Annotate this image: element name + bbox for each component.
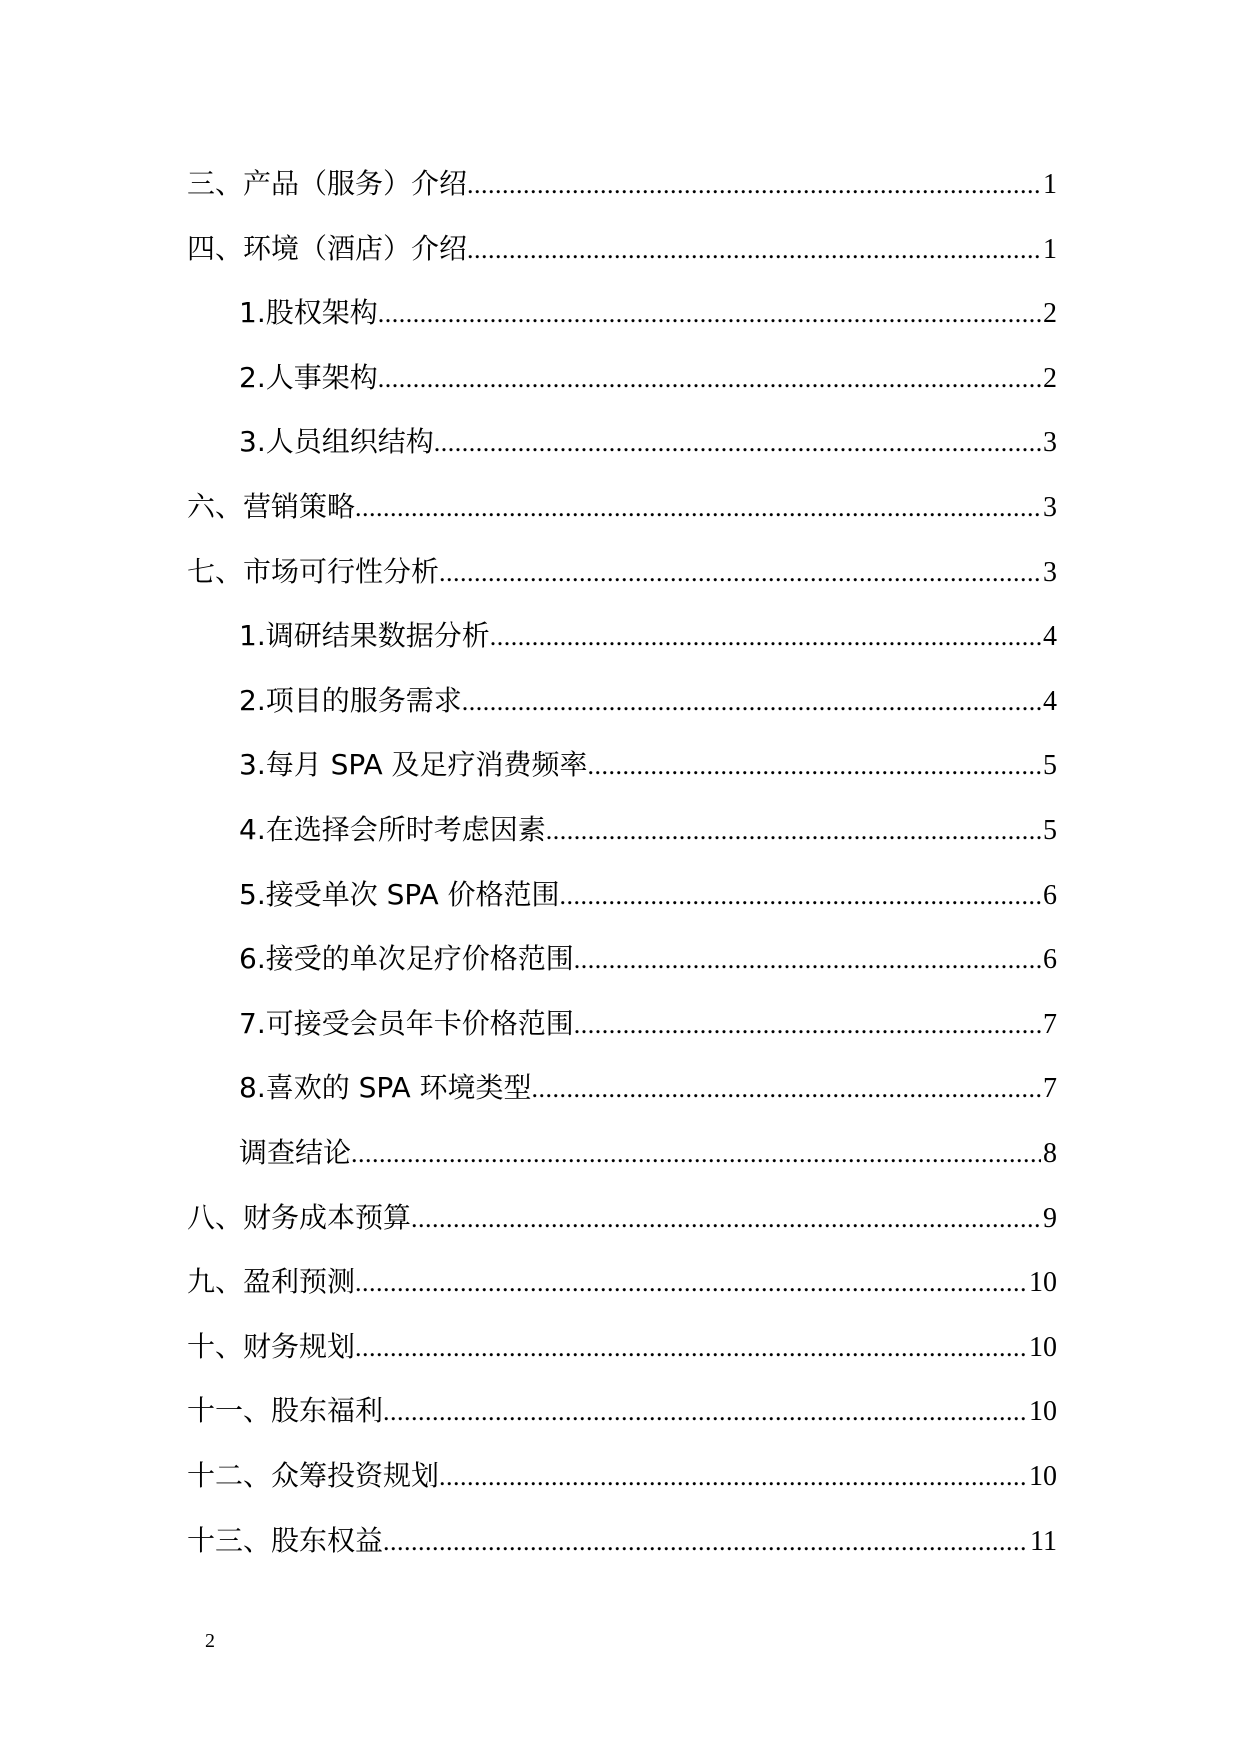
toc-entry-title: 3.人员组织结构 — [239, 425, 434, 459]
toc-dot-leader — [355, 1268, 1027, 1298]
toc-entry-page: 10 — [1029, 1267, 1057, 1299]
toc-entry[interactable] — [239, 356, 1057, 396]
toc-entry[interactable] — [239, 1002, 1057, 1042]
toc-entry-page: 11 — [1030, 1525, 1057, 1557]
toc-dot-leader — [560, 881, 1041, 911]
toc-entry[interactable] — [239, 291, 1057, 331]
toc-entry-page: 5 — [1043, 815, 1057, 846]
toc-entry-page: 2 — [1043, 362, 1057, 394]
toc-dot-leader — [378, 364, 1041, 394]
toc-entry-page: 6 — [1043, 879, 1057, 911]
toc-entry[interactable] — [187, 1196, 1057, 1236]
toc-entry-page: 4 — [1043, 685, 1057, 717]
toc-entry-title: 九、盈利预测 — [187, 1265, 356, 1299]
toc-entry[interactable] — [187, 1260, 1057, 1300]
toc-dot-leader — [351, 1139, 1041, 1169]
toc-entry-title: 4.在选择会所时考虑因素 — [239, 813, 546, 846]
toc-entry-page: 3 — [1043, 556, 1057, 588]
toc-dot-leader — [378, 299, 1041, 329]
toc-entry-page: 2 — [1043, 298, 1057, 330]
toc-entry-page: 4 — [1043, 621, 1057, 653]
toc-entry-title: 6.接受的单次足疗价格范围 — [239, 942, 574, 976]
toc-entry-title: 2.人事架构 — [239, 360, 378, 394]
toc-entry-title: 3.每月 SPA 及足疗消费频率 — [239, 748, 588, 782]
toc-entry-page: 9 — [1043, 1202, 1057, 1234]
toc-entry-page: 6 — [1043, 944, 1057, 976]
toc-entry-title: 七、市场可行性分析 — [187, 554, 440, 588]
toc-dot-leader — [532, 1074, 1041, 1104]
toc-dot-leader — [467, 235, 1041, 265]
toc-entry-page: 7 — [1043, 1008, 1057, 1040]
toc-entry[interactable] — [187, 1325, 1057, 1365]
toc-dot-leader — [467, 170, 1041, 200]
toc-entry[interactable] — [239, 679, 1057, 719]
toc-entry-title: 7.可接受会员年卡价格范围 — [239, 1006, 574, 1040]
toc-entry-title: 调查结论 — [239, 1136, 352, 1169]
toc-entry-page: 10 — [1029, 1331, 1057, 1363]
toc-entry-page: 1 — [1043, 169, 1057, 200]
toc-dot-leader — [588, 751, 1041, 781]
toc-entry[interactable] — [187, 162, 1057, 202]
toc-entry[interactable] — [187, 1454, 1057, 1494]
toc-entry-title: 8.喜欢的 SPA 环境类型 — [239, 1071, 532, 1105]
toc-entry-page: 10 — [1029, 1461, 1057, 1492]
toc-entry-title: 六、营销策略 — [187, 490, 356, 523]
toc-entry[interactable] — [239, 743, 1057, 783]
toc-entry-title: 1.调研结果数据分析 — [239, 619, 490, 653]
toc-dot-leader — [462, 687, 1041, 717]
toc-entry[interactable] — [187, 227, 1057, 267]
toc-entry-page: 10 — [1029, 1396, 1057, 1428]
toc-entry[interactable] — [187, 485, 1057, 525]
toc-dot-leader — [574, 945, 1041, 975]
toc-entry-title: 十、财务规划 — [187, 1329, 356, 1363]
toc-entry-page: 8 — [1043, 1138, 1057, 1169]
toc-entry-page: 3 — [1043, 427, 1057, 459]
toc-entry[interactable] — [239, 808, 1057, 848]
toc-dot-leader — [546, 816, 1041, 846]
toc-entry-title: 十二、众筹投资规划 — [187, 1459, 440, 1492]
toc-entry[interactable] — [187, 550, 1057, 590]
toc-entry-title: 5.接受单次 SPA 价格范围 — [239, 877, 560, 911]
toc-entry[interactable] — [239, 420, 1057, 460]
toc-dot-leader — [355, 493, 1041, 523]
toc-entry-title: 1.股权架构 — [239, 296, 378, 330]
toc-entry-page: 7 — [1043, 1073, 1057, 1105]
toc-dot-leader — [383, 1527, 1028, 1557]
toc-entry[interactable] — [239, 614, 1057, 654]
toc-entry[interactable] — [239, 1066, 1057, 1106]
toc-entry-page: 1 — [1043, 233, 1057, 265]
toc-dot-leader — [574, 1010, 1041, 1040]
toc-entry[interactable] — [187, 1519, 1057, 1559]
toc-entry-title: 三、产品（服务）介绍 — [187, 167, 468, 200]
toc-dot-leader — [383, 1397, 1027, 1427]
toc-entry-title: 十一、股东福利 — [187, 1394, 384, 1428]
toc-entry-page: 5 — [1043, 750, 1057, 782]
toc-entry-title: 四、环境（酒店）介绍 — [187, 231, 468, 265]
toc-dot-leader — [411, 1204, 1041, 1234]
footer-page-number: 2 — [205, 1630, 215, 1652]
toc-entry[interactable] — [187, 1389, 1057, 1429]
toc-entry-page: 3 — [1043, 492, 1057, 523]
toc-dot-leader — [490, 622, 1041, 652]
toc-dot-leader — [439, 558, 1041, 588]
toc-dot-leader — [439, 1462, 1027, 1492]
toc-entry-title: 十三、股东权益 — [187, 1523, 384, 1557]
toc-entry[interactable] — [239, 937, 1057, 977]
toc-dot-leader — [355, 1333, 1027, 1363]
toc-entry[interactable] — [239, 873, 1057, 913]
toc-entry-title: 2.项目的服务需求 — [239, 683, 462, 717]
toc-entry[interactable] — [239, 1131, 1057, 1171]
toc-entry-title: 八、财务成本预算 — [187, 1200, 412, 1234]
toc-dot-leader — [434, 428, 1041, 458]
